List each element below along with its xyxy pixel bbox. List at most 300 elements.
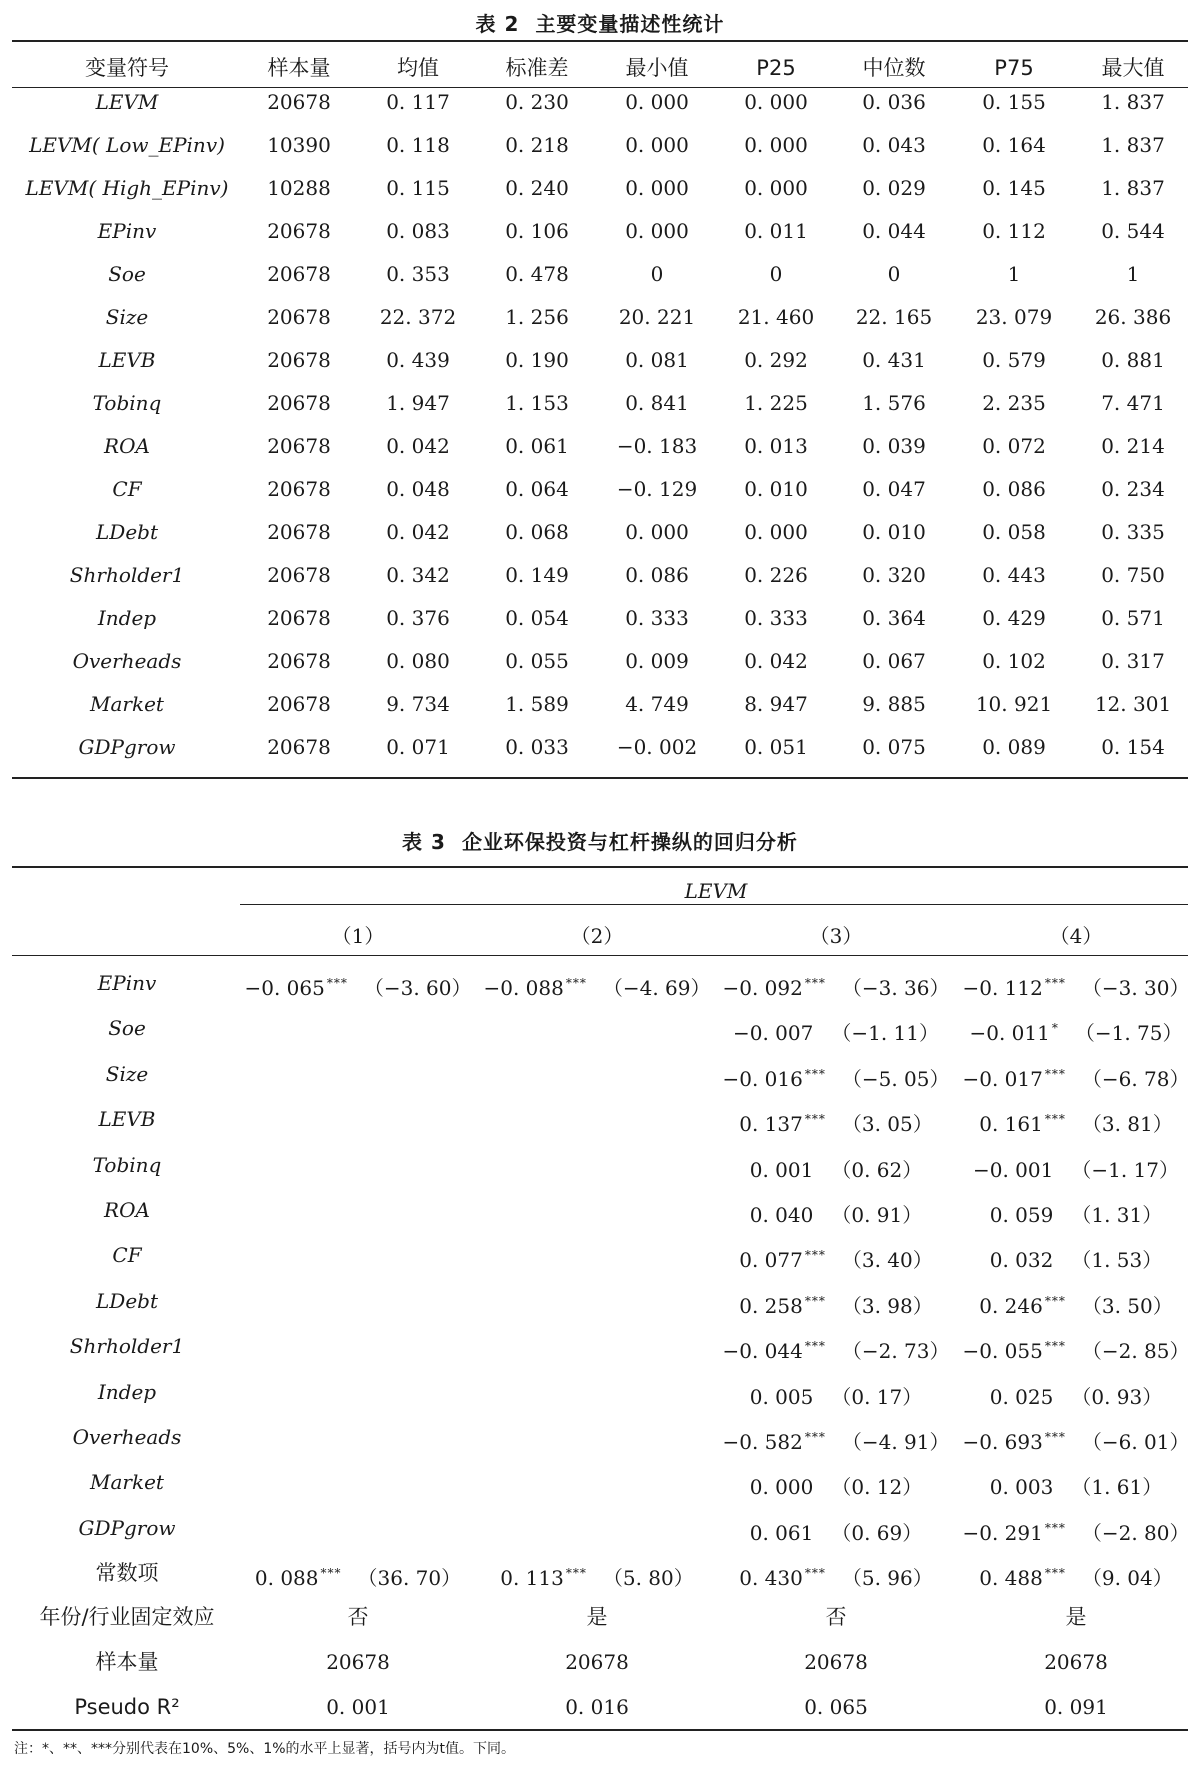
t-statistic: （0. 69）: [831, 1520, 923, 1545]
table3-estimate-cell: [979, 1106, 1173, 1137]
table2-variable-name: LEVM: [95, 90, 159, 114]
table3-stat-value: 20678: [565, 1650, 629, 1674]
t-statistic: （3. 50）: [1081, 1293, 1173, 1318]
table2-value-cell: 10390: [267, 133, 331, 157]
table2-value-cell: 0. 042: [744, 649, 808, 673]
table2-value-cell: 26. 386: [1094, 305, 1172, 329]
table2-value-cell: 0. 080: [386, 649, 450, 673]
table3-estimate-cell: [750, 1197, 923, 1228]
coefficient: 0. 088: [254, 1566, 319, 1591]
coefficient: −0. 055: [962, 1339, 1043, 1364]
table2-top-rule: [12, 40, 1188, 42]
table3-estimate-cell: [483, 970, 710, 1001]
table3-estimate-cell: [722, 1424, 949, 1455]
coefficient: 0. 061: [749, 1520, 814, 1545]
table2-value-cell: 0. 115: [386, 176, 450, 200]
significance-stars: *: [1051, 1021, 1059, 1036]
table2-value-cell: 0. 086: [982, 477, 1046, 501]
table2-value-cell: −0. 129: [616, 477, 698, 501]
table2-header-cell: 标准差: [505, 56, 569, 80]
coefficient: −0. 088: [483, 976, 564, 1000]
table2-value-cell: 0. 036: [862, 90, 926, 114]
table2-value-cell: 0. 000: [625, 133, 689, 157]
coefficient: 0. 430: [739, 1566, 803, 1591]
table3-stat-name: 样本量: [95, 1650, 159, 1674]
table2-value-cell: 0. 000: [625, 176, 689, 200]
table2-value-cell: 0. 112: [982, 219, 1046, 243]
t-statistic: （−4. 91）: [841, 1430, 950, 1454]
table2-value-cell: 0. 029: [862, 176, 926, 200]
t-statistic: （1. 53）: [1071, 1248, 1163, 1273]
coefficient: 0. 005: [749, 1384, 814, 1409]
table2-value-cell: 0. 333: [744, 606, 808, 630]
table3-estimate-cell: [962, 1333, 1189, 1364]
coefficient: −0. 291: [962, 1520, 1043, 1545]
table2-value-cell: 0. 218: [505, 133, 569, 157]
table3-estimate-cell: [990, 1242, 1163, 1273]
table2-variable-name: ROA: [104, 434, 150, 458]
table2-value-cell: 0. 000: [744, 520, 808, 544]
table2-value-cell: 0. 058: [982, 520, 1046, 544]
table2-value-cell: 0. 033: [505, 735, 569, 759]
significance-stars: ***: [1044, 1339, 1066, 1354]
table2-variable-name: CF: [112, 477, 142, 501]
table2-value-cell: 0. 353: [386, 262, 450, 286]
significance-stars: ***: [804, 1566, 826, 1581]
table2-value-cell: 12. 301: [1094, 692, 1172, 716]
table2-header-cell: P25: [756, 56, 796, 80]
table2-value-cell: 1. 256: [505, 305, 569, 329]
coefficient: 0. 032: [989, 1248, 1054, 1273]
table3-estimate-cell: [722, 970, 949, 1001]
table2-value-cell: 9. 734: [386, 692, 450, 716]
coefficient: −0. 693: [962, 1430, 1043, 1454]
t-statistic: （−1. 17）: [1071, 1157, 1180, 1182]
table3-estimate-cell: [722, 1061, 949, 1092]
table2-value-cell: 0. 164: [982, 133, 1046, 157]
table2-value-cell: 0. 000: [625, 90, 689, 114]
table2-value-cell: 0. 214: [1101, 434, 1165, 458]
table3-variable-name: EPinv: [97, 971, 157, 995]
table2-value-cell: 0. 240: [505, 176, 569, 200]
table3-dependent-variable: LEVM: [684, 879, 748, 903]
table3-stat-value: 0. 001: [326, 1695, 390, 1719]
coefficient: 0. 258: [739, 1293, 803, 1318]
table3-estimate-cell: [739, 1560, 933, 1591]
table2-value-cell: 20678: [267, 90, 331, 114]
coefficient: 0. 113: [500, 1566, 564, 1591]
coefficient: 0. 001: [749, 1157, 814, 1182]
table2-value-cell: 0: [887, 262, 901, 286]
t-statistic: （3. 05）: [841, 1112, 933, 1137]
table3-estimate-cell: [750, 1379, 923, 1410]
table2-value-cell: 20678: [267, 262, 331, 286]
coefficient: −0. 112: [962, 976, 1043, 1000]
t-statistic: （−3. 60）: [363, 976, 472, 1000]
table3-variable-name: Tobinq: [92, 1152, 162, 1177]
coefficient: 0. 137: [739, 1112, 803, 1137]
table3-variable-name: Soe: [108, 1016, 146, 1041]
significance-stars: ***: [804, 1430, 826, 1444]
table2-value-cell: 0. 054: [505, 606, 569, 630]
table2-value-cell: 22. 165: [855, 305, 933, 329]
table2-value-cell: 0. 881: [1101, 348, 1165, 372]
table2-variable-name: Tobinq: [92, 391, 162, 415]
table2-value-cell: 1. 837: [1101, 90, 1165, 114]
table2-value-cell: 0. 478: [505, 262, 569, 286]
table3-stat-value: 20678: [804, 1650, 868, 1674]
table2-value-cell: 0. 089: [982, 735, 1046, 759]
table2-value-cell: 0. 067: [862, 649, 926, 673]
t-statistic: （−5. 05）: [841, 1066, 950, 1091]
table2-value-cell: 20678: [267, 649, 331, 673]
t-statistic: （−3. 30）: [1081, 976, 1190, 1000]
coefficient: −0. 092: [722, 976, 803, 1000]
t-statistic: （0. 91）: [831, 1203, 923, 1227]
t-statistic: （3. 98）: [841, 1293, 933, 1318]
t-statistic: （0. 93）: [1071, 1384, 1163, 1409]
table2-value-cell: 1. 947: [386, 391, 450, 415]
significance-stars: ***: [1044, 1430, 1066, 1444]
table2-value-cell: 0. 155: [982, 90, 1046, 114]
significance-stars: ***: [565, 976, 587, 990]
table2-value-cell: 0. 571: [1101, 606, 1165, 630]
table3-stat-value: 0. 016: [565, 1695, 629, 1719]
table2-value-cell: 1: [1007, 262, 1021, 286]
t-statistic: （0. 62）: [831, 1157, 923, 1182]
t-statistic: （1. 31）: [1071, 1203, 1163, 1227]
table2-value-cell: 20678: [267, 477, 331, 501]
table3-column-header: （3）: [809, 924, 863, 948]
t-statistic: （−1. 11）: [831, 1021, 940, 1046]
table2-value-cell: 0. 013: [744, 434, 808, 458]
table2-value-cell: 0: [650, 262, 664, 286]
t-statistic: （−3. 36）: [841, 976, 950, 1000]
table2-value-cell: −0. 183: [616, 434, 698, 458]
significance-stars: ***: [804, 1066, 826, 1081]
coefficient: 0. 488: [979, 1566, 1043, 1591]
table2-value-cell: 20678: [267, 434, 331, 458]
table2-value-cell: 0. 011: [744, 219, 808, 243]
table3-variable-name: Overheads: [72, 1425, 182, 1449]
table2-value-cell: 0. 042: [386, 520, 450, 544]
table2-value-cell: 20678: [267, 305, 331, 329]
table-note: 注：*、**、***分别代表在10%、5%、1%的水平上显著，括号内为t值。下同。: [14, 1741, 516, 1757]
table2-value-cell: 0. 102: [982, 649, 1046, 673]
table2-header-cell: P75: [994, 56, 1034, 80]
t-statistic: （0. 17）: [831, 1384, 923, 1409]
table2-value-cell: 1. 225: [744, 391, 808, 415]
table2-value-cell: 0. 149: [505, 563, 569, 587]
table2-value-cell: 0. 055: [505, 649, 569, 673]
table3-stat-name: 年份/行业固定效应: [39, 1605, 215, 1629]
table3-stat-value: 否: [825, 1605, 847, 1629]
table3-stat-value: 0. 091: [1044, 1695, 1108, 1719]
table2-value-cell: 21. 460: [737, 305, 815, 329]
table3-stat-name: Pseudo R²: [74, 1695, 180, 1719]
table3-bottom-rule: [12, 1729, 1188, 1731]
table3-title: 企业环保投资与杠杆操纵的回归分析: [461, 830, 798, 854]
t-statistic: （−2. 73）: [841, 1339, 950, 1364]
table2-value-cell: 0. 068: [505, 520, 569, 544]
table2-value-cell: 1. 589: [505, 692, 569, 716]
table2-value-cell: 0. 043: [862, 133, 926, 157]
significance-stars: ***: [326, 976, 348, 990]
table3-variable-name: CF: [112, 1243, 142, 1268]
table3-estimate-cell: [244, 970, 471, 1001]
table2-value-cell: 0. 117: [386, 90, 450, 114]
table3-estimate-cell: [739, 1288, 933, 1319]
table2-header-cell: 变量符号: [85, 56, 169, 80]
table2-variable-name: Soe: [108, 262, 146, 286]
table2-value-cell: 8. 947: [744, 692, 808, 716]
table3-estimate-cell: [979, 1288, 1173, 1319]
t-statistic: （9. 04）: [1081, 1566, 1173, 1591]
table2-value-cell: 0. 579: [982, 348, 1046, 372]
significance-stars: ***: [804, 1293, 826, 1308]
table3-estimate-cell: [750, 1469, 923, 1500]
table2-value-cell: 0. 000: [744, 90, 808, 114]
table2-value-cell: 0. 086: [625, 563, 689, 587]
table2-value-cell: 0. 000: [625, 520, 689, 544]
table2-value-cell: 0. 071: [386, 735, 450, 759]
coefficient: 0. 000: [749, 1475, 814, 1500]
coefficient: −0. 016: [722, 1066, 803, 1091]
significance-stars: ***: [1044, 1293, 1066, 1308]
table2-value-cell: 0. 145: [982, 176, 1046, 200]
table2-variable-name: LDebt: [96, 520, 158, 544]
table3-variable-name: 常数项: [95, 1561, 159, 1586]
coefficient: −0. 017: [962, 1066, 1043, 1091]
table2-value-cell: 1. 153: [505, 391, 569, 415]
table2-value-cell: 0. 010: [862, 520, 926, 544]
t-statistic: （5. 96）: [841, 1566, 933, 1591]
coefficient: 0. 059: [989, 1203, 1054, 1227]
table3-estimate-cell: [990, 1469, 1163, 1500]
table2-value-cell: 0. 429: [982, 606, 1046, 630]
significance-stars: ***: [565, 1566, 587, 1581]
coefficient: 0. 040: [749, 1203, 814, 1227]
table2-value-cell: 0. 009: [625, 649, 689, 673]
table3-variable-name: Shrholder1: [69, 1334, 185, 1359]
table2-header-cell: 最小值: [625, 56, 689, 80]
t-statistic: （−4. 69）: [602, 976, 711, 1000]
table2-variable-name: LEVM( High_EPinv): [25, 176, 229, 200]
table2-value-cell: 0. 010: [744, 477, 808, 501]
significance-stars: ***: [804, 976, 826, 990]
table2-value-cell: 0. 342: [386, 563, 450, 587]
coefficient: −0. 044: [722, 1339, 803, 1364]
table3-caption: [0, 826, 1200, 855]
table2-value-cell: 0. 072: [982, 434, 1046, 458]
table2-value-cell: 23. 079: [975, 305, 1053, 329]
table2-value-cell: 20678: [267, 735, 331, 759]
table2-value-cell: 0. 083: [386, 219, 450, 243]
table2-value-cell: 0. 000: [744, 176, 808, 200]
coefficient: 0. 161: [979, 1112, 1043, 1137]
table3-header-rule: [12, 955, 1188, 956]
table2-value-cell: 0. 000: [744, 133, 808, 157]
table2-value-cell: 0. 064: [505, 477, 569, 501]
t-statistic: （−2. 80）: [1081, 1520, 1190, 1545]
table2-variable-name: GDPgrow: [78, 735, 176, 759]
table2-variable-name: Size: [105, 305, 149, 329]
table2-value-cell: 0. 335: [1101, 520, 1165, 544]
table2-value-cell: 0. 048: [386, 477, 450, 501]
t-statistic: （−1. 75）: [1074, 1021, 1183, 1046]
table2-value-cell: 20678: [267, 348, 331, 372]
table2-value-cell: 0. 044: [862, 219, 926, 243]
significance-stars: ***: [320, 1566, 342, 1581]
table2-value-cell: 0. 061: [505, 434, 569, 458]
table2-value-cell: 20678: [267, 606, 331, 630]
table2-value-cell: 0. 039: [862, 434, 926, 458]
table3-estimate-cell: [255, 1560, 461, 1591]
coefficient: −0. 065: [244, 976, 325, 1000]
significance-stars: ***: [1044, 1112, 1066, 1127]
table2-value-cell: 4. 749: [625, 692, 689, 716]
table3-estimate-cell: [739, 1242, 933, 1273]
table3-estimate-cell: [962, 1061, 1189, 1092]
table3-estimate-cell: [990, 1379, 1163, 1410]
table2-value-cell: 0. 047: [862, 477, 926, 501]
table2-value-cell: 1. 576: [862, 391, 926, 415]
significance-stars: ***: [804, 1248, 826, 1263]
table3-estimate-cell: [750, 1152, 923, 1183]
t-statistic: （−6. 78）: [1081, 1066, 1190, 1091]
table3-estimate-cell: [722, 1333, 949, 1364]
table3-column-header: （4）: [1049, 924, 1103, 948]
table3-spanner-rule: [240, 904, 1188, 905]
coefficient: 0. 003: [989, 1475, 1054, 1500]
table2-value-cell: 22. 372: [379, 305, 457, 329]
table2-variable-name: LEVM( Low_EPinv): [29, 133, 225, 157]
table2-value-cell: 0. 118: [386, 133, 450, 157]
table2-value-cell: 0. 431: [862, 348, 926, 372]
coefficient: −0. 007: [732, 1021, 814, 1046]
table2-value-cell: 1. 837: [1101, 176, 1165, 200]
table2-header-rule: [12, 87, 1188, 88]
table2-value-cell: 0. 106: [505, 219, 569, 243]
significance-stars: ***: [1044, 1066, 1066, 1081]
table2-value-cell: 9. 885: [862, 692, 926, 716]
table2-value-cell: 0. 051: [744, 735, 808, 759]
table2-value-cell: 0. 292: [744, 348, 808, 372]
table2-value-cell: 20. 221: [618, 305, 696, 329]
coefficient: 0. 077: [739, 1248, 803, 1273]
table3-estimate-cell: [973, 1152, 1179, 1183]
table2-value-cell: 20678: [267, 692, 331, 716]
coefficient: 0. 246: [979, 1293, 1043, 1318]
table2-value-cell: 0. 234: [1101, 477, 1165, 501]
table2-value-cell: 0. 075: [862, 735, 926, 759]
table3-estimate-cell: [990, 1197, 1163, 1228]
table3-estimate-cell: [750, 1515, 923, 1546]
table2-value-cell: 0. 226: [744, 563, 808, 587]
significance-stars: ***: [804, 1112, 826, 1127]
table2-value-cell: 20678: [267, 563, 331, 587]
significance-stars: ***: [1044, 1520, 1066, 1535]
significance-stars: ***: [1044, 1566, 1066, 1581]
table3-variable-name: LEVB: [98, 1107, 156, 1132]
table2-value-cell: 0. 042: [386, 434, 450, 458]
table2-value-cell: 0. 154: [1101, 735, 1165, 759]
table3-variable-name: GDPgrow: [78, 1515, 176, 1540]
table2-value-cell: 0. 333: [625, 606, 689, 630]
t-statistic: （3. 40）: [841, 1248, 933, 1273]
table2-variable-name: Overheads: [72, 649, 182, 673]
table2-value-cell: 20678: [267, 520, 331, 544]
table2-bottom-rule: [12, 777, 1188, 779]
table2-value-cell: 0. 190: [505, 348, 569, 372]
table3-stat-value: 20678: [1044, 1650, 1108, 1674]
table2-value-cell: 0: [769, 262, 783, 286]
table2-variable-name: Shrholder1: [69, 563, 185, 587]
coefficient: −0. 582: [722, 1430, 803, 1454]
t-statistic: （1. 61）: [1071, 1475, 1163, 1500]
table3-estimate-cell: [962, 1424, 1189, 1455]
table3-estimate-cell: [739, 1106, 933, 1137]
table2-value-cell: 0. 000: [625, 219, 689, 243]
t-statistic: （0. 12）: [831, 1475, 923, 1500]
t-statistic: （−2. 85）: [1081, 1339, 1190, 1364]
table2-value-cell: 7. 471: [1101, 391, 1165, 415]
table3-column-header: （2）: [570, 924, 624, 948]
table2-variable-name: Market: [90, 692, 164, 716]
table3-number: 表 3: [402, 830, 446, 854]
table3-estimate-cell: [500, 1560, 694, 1591]
table2-header-cell: 均值: [397, 56, 439, 80]
coefficient: 0. 025: [989, 1384, 1054, 1409]
table3-estimate-cell: [733, 1015, 939, 1046]
table3-variable-name: ROA: [104, 1198, 150, 1222]
table2-value-cell: 0. 544: [1101, 219, 1165, 243]
table2-number: 表 2: [475, 12, 520, 36]
table2-header-cell: 样本量: [267, 56, 331, 80]
table2-value-cell: 20678: [267, 391, 331, 415]
table2-value-cell: 0. 376: [386, 606, 450, 630]
table2-value-cell: 0. 364: [862, 606, 926, 630]
coefficient: −0. 001: [972, 1157, 1054, 1182]
table2-value-cell: 10. 921: [975, 692, 1053, 716]
table2-header-cell: 中位数: [862, 56, 926, 80]
table2-variable-name: LEVB: [98, 348, 156, 372]
table2-value-cell: 0. 317: [1101, 649, 1165, 673]
significance-stars: ***: [804, 1339, 826, 1354]
table2-value-cell: 10288: [267, 176, 331, 200]
table2-value-cell: 0. 841: [625, 391, 689, 415]
table2-title: 主要变量描述性统计: [535, 12, 725, 36]
table3-variable-name: Market: [90, 1470, 164, 1495]
table2-value-cell: 1: [1126, 262, 1140, 286]
table3-variable-name: Indep: [97, 1379, 157, 1404]
table2-caption: [0, 8, 1200, 37]
table2-value-cell: 1. 837: [1101, 133, 1165, 157]
table2-value-cell: 20678: [267, 219, 331, 243]
table3-stat-value: 0. 065: [804, 1695, 868, 1719]
table3-stat-value: 20678: [326, 1650, 390, 1674]
table3-stat-value: 是: [586, 1605, 608, 1629]
significance-stars: ***: [1044, 976, 1066, 990]
table2-value-cell: 2. 235: [982, 391, 1046, 415]
coefficient: −0. 011: [969, 1021, 1050, 1046]
table2-value-cell: 0. 443: [982, 563, 1046, 587]
table3-estimate-cell: [969, 1015, 1182, 1046]
table3-top-rule: [12, 866, 1188, 868]
t-statistic: （−6. 01）: [1081, 1430, 1190, 1454]
t-statistic: （36. 70）: [357, 1566, 462, 1591]
table3-variable-name: LDebt: [96, 1288, 158, 1313]
